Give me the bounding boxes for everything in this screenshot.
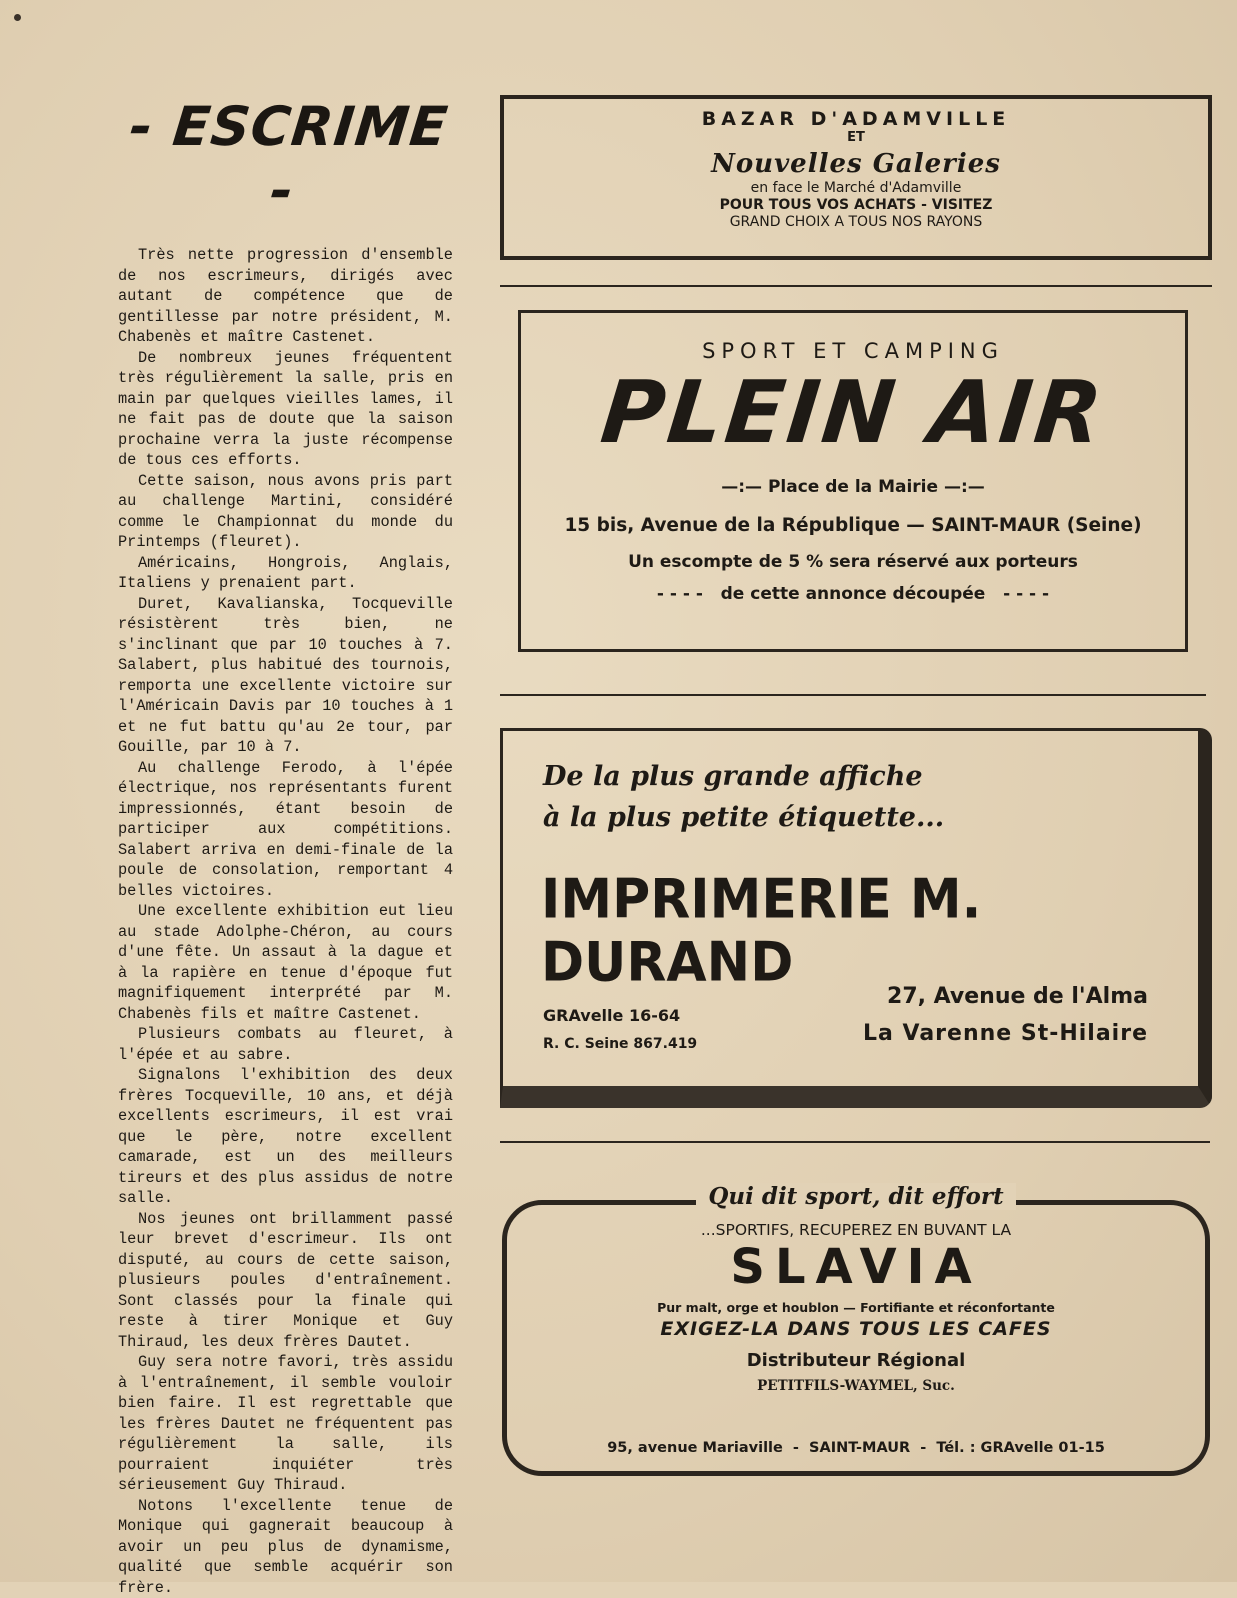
slavia-demand: EXIGEZ-LA DANS TOUS LES CAFES [507, 1318, 1205, 1340]
bazar-location: en face le Marché d'Adamville [504, 180, 1208, 196]
article-body [118, 245, 453, 1598]
ad-bazar-adamville [500, 95, 1212, 260]
slavia-brand: SLAVIA [507, 1239, 1205, 1295]
article-paragraph: Très nette progression d'ensemble de nos escrimeurs, dirigés avec autant de compétence que de gentillesse par notre président, M. Chabenès et maître Castenet. [118, 245, 453, 348]
plein-discount: Un escompte de 5 % sera réservé aux porteurs [521, 552, 1185, 572]
slavia-ingredients: Pur malt, orge et houblon — Fortifiante et réconfortante [507, 1300, 1205, 1315]
plein-subtitle: SPORT ET CAMPING [521, 339, 1185, 363]
ad-slavia [502, 1200, 1210, 1476]
bazar-title: BAZAR D'ADAMVILLE [504, 108, 1208, 130]
article-paragraph: Plusieurs combats au fleuret, à l'épée et au sabre. [118, 1024, 453, 1065]
plein-coupon: - - - - de cette annonce découpée - - - - [521, 584, 1185, 604]
durand-name: IMPRIMERIE M. DURAND [541, 868, 1198, 994]
print-speck [14, 14, 21, 21]
durand-rc: R. C. Seine 867.419 [543, 1036, 697, 1052]
ad-imprimerie-durand [500, 728, 1212, 1108]
durand-address-2: La Varenne St-Hilaire [863, 1021, 1148, 1046]
slavia-successor: PETITFILS-WAYMEL, Suc. [507, 1378, 1205, 1394]
bazar-slogan: POUR TOUS VOS ACHATS - VISITEZ [504, 197, 1208, 213]
ad-plein-air [518, 310, 1188, 652]
article-paragraph: Une excellente exhibition eut lieu au stade Adolphe-Chéron, au cours d'une fête. Un assaut à la dague et à la rapière en tenue d'époque fut magnifiquement interprété par M. Chabenès fils et maître Castenet. [118, 901, 453, 1024]
bazar-choice: GRAND CHOIX A TOUS NOS RAYONS [504, 214, 1208, 230]
article-paragraph: Cette saison, nous avons pris part au challenge Martini, considéré comme le Championnat du monde du Printemps (fleuret). [118, 471, 453, 553]
durand-address-1: 27, Avenue de l'Alma [887, 984, 1148, 1009]
article-paragraph: Américains, Hongrois, Anglais, Italiens y prenaient part. [118, 553, 453, 594]
slavia-headline-wrap [507, 1183, 1205, 1210]
durand-phone: GRAvelle 16-64 [543, 1006, 680, 1025]
bazar-galeries: Nouvelles Galeries [504, 149, 1208, 179]
escrime-article [118, 95, 453, 1598]
bazar-et: ET [504, 130, 1208, 145]
article-paragraph: Notons l'excellente tenue de Monique qui gagnerait beaucoup à avoir un peu plus de dynamisme, qualité que semble acquérir son frère. [118, 1496, 453, 1598]
slavia-footer: 95, avenue Mariaville - SAINT-MAUR - Tél. : GRAvelle 01-15 [507, 1440, 1205, 1456]
slavia-distributor: Distributeur Régional [507, 1350, 1205, 1371]
article-paragraph: Au challenge Ferodo, à l'épée électrique, nos représentants furent impressionnés, étant besoin de participer aux compétitions. Salabert arriva en demi-finale de la poule de consolation, remportant 4 belles victoires. [118, 758, 453, 902]
slavia-line: ...SPORTIFS, RECUPEREZ EN BUVANT LA [507, 1221, 1205, 1239]
article-paragraph: Duret, Kavalianska, Tocqueville résistèrent très bien, ne s'inclinant que par 10 touches à 7. Salabert, plus habitué des tournois, remporta une excellente victoire sur l'Américain Davis par 10 touches à 1 et ne fut battu qu'au 2e tour, par Gouille, par 10 à 7. [118, 594, 453, 758]
article-paragraph: De nombreux jeunes fréquentent très régulièrement la salle, pris en main par quelques vieilles lames, il ne fait pas de doute que la saison prochaine verra la juste récompense de tous ces efforts. [118, 348, 453, 471]
divider-rule [500, 285, 1212, 287]
divider-rule [500, 1141, 1210, 1143]
durand-tagline-2: à la plus petite étiquette... [543, 797, 944, 838]
article-paragraph: Nos jeunes ont brillamment passé leur brevet d'escrimeur. Ils ont disputé, au cours de cette saison, plusieurs poules d'entraînement. Sont classés pour la finale qui reste à tirer Monique et Guy Thiraud, les deux frères Dautet. [118, 1209, 453, 1353]
durand-tagline-1: De la plus grande affiche [543, 756, 944, 797]
article-title: - ESCRIME - [111, 95, 459, 223]
article-paragraph: Signalons l'exhibition des deux frères Tocqueville, 10 ans, et déjà excellents escrimeurs, il est vrai que le père, notre excellent camarade, est un des meilleurs tireurs et des plus assidus de notre salle. [118, 1065, 453, 1209]
plein-address: 15 bis, Avenue de la République — SAINT-MAUR (Seine) [521, 515, 1185, 536]
slavia-headline: Qui dit sport, dit effort [696, 1183, 1015, 1210]
durand-tagline [543, 756, 944, 838]
article-paragraph: Guy sera notre favori, très assidu à l'entraînement, il semble vouloir bien faire. Il est regrettable que les frères Dautet ne fréquentent pas régulièrement la salle, ils pourraient inquiéter très sérieusement Guy Thiraud. [118, 1352, 453, 1496]
plein-place: —:— Place de la Mairie —:— [521, 477, 1185, 497]
divider-rule [500, 694, 1206, 696]
plein-title: PLEIN AIR [516, 363, 1191, 463]
